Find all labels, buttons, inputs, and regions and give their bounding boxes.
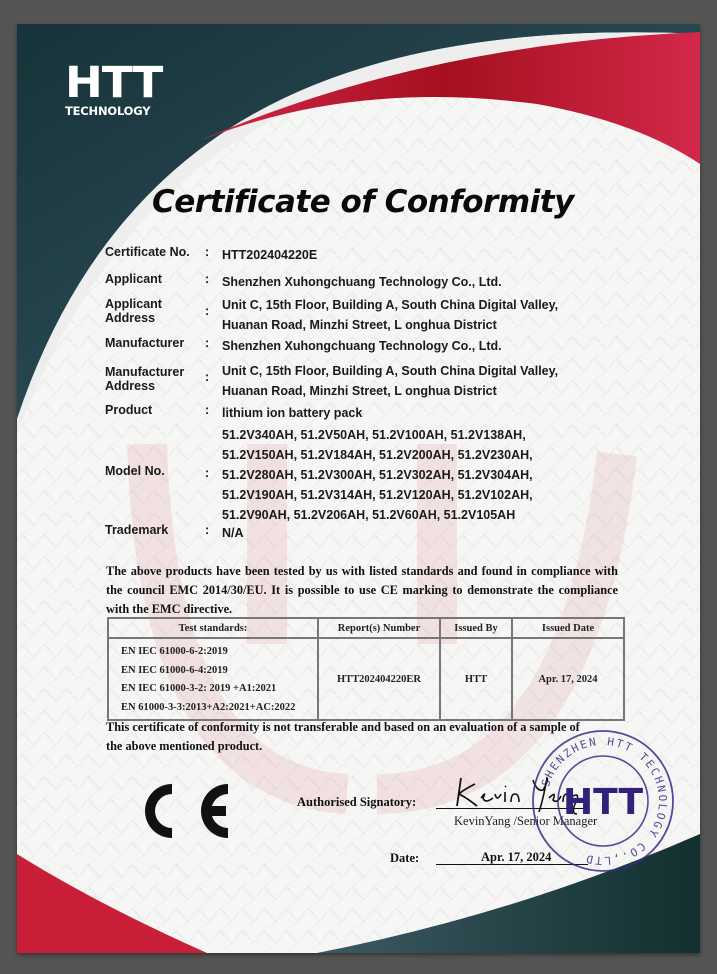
logo-name: HTT [65, 58, 163, 108]
signature-date: Apr. 17, 2024 [481, 850, 552, 864]
field-label [105, 297, 205, 325]
stamp-htt-text: HTT [562, 782, 644, 823]
header-issued-date: Issued Date [512, 618, 624, 638]
page-title: Certificate of Conformity [152, 184, 574, 220]
field-label-line: Address [105, 379, 156, 393]
field-colon: : [205, 245, 210, 259]
applicant-address-value [222, 295, 665, 335]
table-row [108, 638, 624, 720]
field-colon: : [205, 403, 210, 417]
field-product [105, 403, 665, 423]
manufacturer-address-value [222, 361, 665, 401]
field-applicant-address [105, 295, 665, 335]
model-line: 51.2V90AH, 51.2V206AH, 51.2V60AH, 51.2V105AH [222, 508, 516, 522]
address-line: Unit C, 15th Floor, Building A, South China Digital Valley, [222, 364, 559, 378]
field-label: Trademark [105, 523, 169, 537]
svg-text:SHENZHEN HTT TECHNOLOGY CO.,LT: SHENZHEN HTT TECHNOLOGY CO.,LTD [539, 734, 670, 868]
authorised-signatory-label: Authorised Signatory: [297, 795, 417, 809]
field-model-no [105, 425, 665, 525]
header-issued-by: Issued By [440, 618, 512, 638]
header-report-number: Report(s) Number [318, 618, 440, 638]
model-line: 51.2V190AH, 51.2V314AH, 51.2V120AH, 51.2V102AH, [222, 488, 533, 502]
standard-item: EN IEC 61000-6-2:2019 [121, 646, 228, 657]
field-label [105, 365, 205, 393]
field-trademark [105, 523, 665, 543]
field-colon: : [205, 336, 210, 350]
field-label: Product [105, 403, 153, 417]
standard-item: EN IEC 61000-3-2: 2019 +A1:2021 [121, 683, 277, 694]
address-line: Unit C, 15th Floor, Building A, South China Digital Valley, [222, 298, 559, 312]
product-value: lithium ion battery pack [222, 406, 363, 420]
field-label-line: Applicant [105, 297, 162, 311]
model-line: 51.2V150AH, 51.2V184AH, 51.2V200AH, 51.2V230AH, [222, 448, 533, 462]
field-label: Manufacturer [105, 336, 185, 350]
disclaimer-text: This certificate of conformity is not transferable and based on an evaluation of a sample of the above mentioned product. [106, 720, 580, 753]
field-label: Applicant [105, 272, 162, 286]
field-colon: : [205, 523, 210, 537]
issued-by-cell: HTT [440, 638, 512, 720]
standard-item: EN 61000-3-3:2013+A2:2021+AC:2022 [121, 701, 296, 713]
field-certificate-no [105, 245, 665, 265]
model-line: 51.2V280AH, 51.2V300AH, 51.2V302AH, 51.2V304AH, [222, 468, 533, 482]
signatory-name-title: KevinYang /Senior Manager [454, 814, 598, 828]
field-label-line: Address [105, 311, 156, 325]
field-colon: : [205, 272, 210, 286]
standard-item: EN IEC 61000-6-4:2019 [121, 664, 228, 676]
standards-table [107, 617, 625, 721]
issued-date-cell: Apr. 17, 2024 [512, 638, 624, 720]
address-line: Huanan Road, Minzhi Street, L onghua District [222, 318, 497, 332]
applicant-value: Shenzhen Xuhongchuang Technology Co., Ltd. [222, 275, 502, 289]
field-label: Certificate No. [105, 245, 190, 259]
date-label: Date: [390, 851, 420, 865]
model-line: 51.2V340AH, 51.2V50AH, 51.2V100AH, 51.2V138AH, [222, 428, 526, 442]
field-label: Model No. [105, 464, 165, 478]
header-test-standards: Test standards: [108, 618, 318, 638]
field-manufacturer-address [105, 361, 665, 401]
compliance-statement: The above products have been tested by us with listed standards and found in compliance with the council EMC 2014/30/EU. It is possible to use CE marking to demonstrate the compliance with the EMC directive. [106, 564, 618, 616]
model-list [222, 425, 665, 525]
manufacturer-value: Shenzhen Xuhongchuang Technology Co., Ltd. [222, 339, 502, 353]
standards-list [108, 638, 318, 720]
field-colon: : [205, 304, 210, 318]
ce-mark-icon [142, 782, 232, 840]
field-applicant [105, 272, 665, 292]
trademark-value: N/A [222, 526, 244, 540]
report-number-cell: HTT202404220ER [318, 638, 440, 720]
field-colon: : [205, 370, 210, 384]
field-colon: : [205, 466, 210, 480]
address-line: Huanan Road, Minzhi Street, L onghua District [222, 384, 497, 398]
field-label-line: Manufacturer [105, 365, 185, 379]
certificate-number-value: HTT202404220E [222, 248, 318, 262]
logo-subtitle: TECHNOLOGY [65, 104, 151, 118]
field-manufacturer [105, 336, 665, 356]
table-header-row [108, 618, 624, 638]
company-seal-stamp [528, 726, 678, 876]
